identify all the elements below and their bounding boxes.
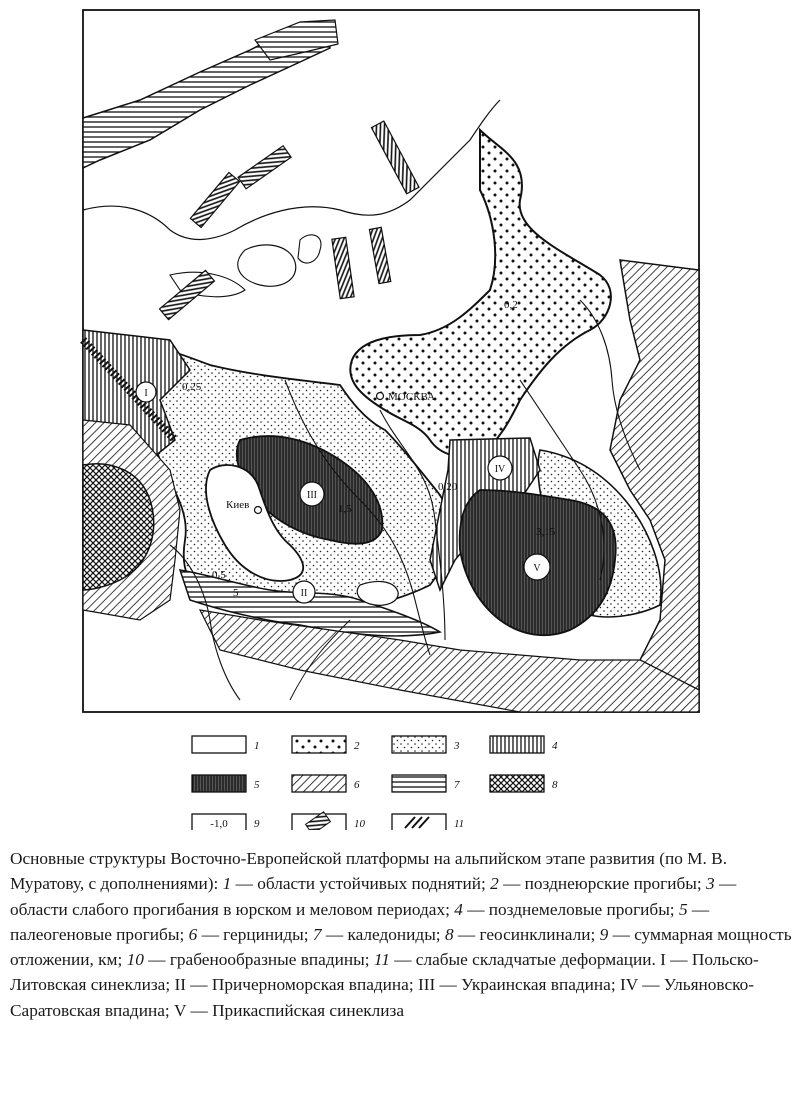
legend-swatch-8: [490, 775, 544, 792]
thickness-label: 0,25: [182, 381, 202, 393]
thickness-label: 0,5: [212, 569, 226, 581]
legend-number-3: 3: [454, 740, 460, 752]
caption-entry: 5 — палеогеновые прогибы;: [10, 899, 710, 944]
legend-number-1: 1: [254, 740, 260, 752]
legend-number-10: 10: [354, 818, 365, 830]
svg-text:II: II: [300, 588, 308, 599]
legend-swatch-4: [490, 736, 544, 753]
caption-title: Основные структуры Восточно-Европейской платформы на альпийском этапе развития (по М. В. Муратову, с дополнениями):: [10, 849, 728, 894]
caption-entry: 8 — геосинклинали;: [444, 924, 596, 944]
caption-structures: I — Польско-Литовская синеклиза; II — Причерноморская впадина; III — Украинская впадина; IV — Ульяновско-Саратовская впадина; V — Прикаспийская синеклиза: [10, 950, 759, 1020]
structure-marker-III: [300, 482, 324, 506]
legend-swatch-6: [292, 775, 346, 792]
caption-entry: 7 — каледониды;: [312, 924, 441, 944]
thickness-label: 0,2: [504, 299, 518, 311]
legend-swatch-5: [192, 775, 246, 792]
legend-number-7: 7: [454, 779, 460, 791]
svg-text:V: V: [533, 563, 541, 574]
caption-entry: 4 — позднемеловые прогибы;: [454, 899, 675, 919]
svg-text:I: I: [144, 388, 148, 399]
svg-text:III: III: [307, 490, 317, 501]
caption-entry: 1 — области устойчивых поднятий;: [222, 874, 486, 894]
legend-sample-9: -1,0: [210, 818, 228, 830]
moscow-marker: [377, 393, 384, 400]
caption-entry: 6 — герциниды;: [188, 924, 309, 944]
kiev-marker: [255, 507, 262, 514]
legend-number-2: 2: [354, 740, 360, 752]
legend-number-4: 4: [552, 740, 558, 752]
city-label-kiev: Киев: [226, 499, 250, 511]
caption-entry: 3 — области слабого прогибания в юрском и меловом периодах;: [10, 874, 737, 919]
city-label-moscow: МОСКВА: [388, 391, 436, 403]
thickness-label: 1,5: [338, 503, 352, 515]
legend-number-11: 11: [454, 818, 465, 830]
caption-entry: 11 — слабые складчатые деформации.: [373, 950, 656, 970]
caption-entry: 10 — грабенообразные впадины;: [126, 950, 370, 970]
thickness-label: 0,20: [438, 481, 458, 493]
thickness-label: 3,15: [536, 526, 556, 538]
legend-number-9: 9: [254, 818, 260, 830]
legend-number-5: 5: [254, 779, 260, 791]
structure-marker-IV: [488, 456, 512, 480]
caption-entry: 9 — суммарная мощность отложении, км;: [10, 924, 792, 970]
structure-marker-II: [293, 581, 315, 603]
structure-marker-I: [136, 382, 156, 402]
figure-caption: [10, 846, 794, 1023]
svg-text:IV: IV: [494, 464, 506, 475]
legend: [192, 736, 558, 830]
thickness-label: 5: [233, 587, 239, 599]
legend-swatch-1: [192, 736, 246, 753]
legend-swatch-7: [392, 775, 446, 792]
structure-marker-V: [524, 554, 550, 580]
legend-swatch-3: [392, 736, 446, 753]
legend-number-6: 6: [354, 779, 360, 791]
caption-entry: 2 — позднеюрские прогибы;: [490, 874, 702, 894]
legend-number-8: 8: [552, 779, 558, 791]
legend-swatch-2: [292, 736, 346, 753]
